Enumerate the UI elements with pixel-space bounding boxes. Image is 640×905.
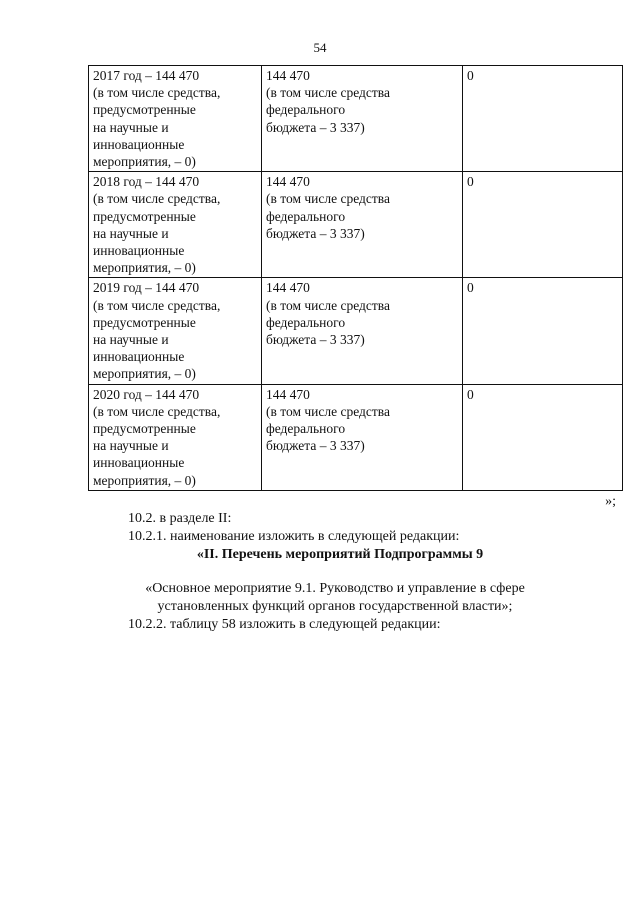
cell-line: на научные и bbox=[93, 225, 169, 241]
cell-line: 2019 год – 144 470 bbox=[93, 280, 200, 296]
cell-line: предусмотренные bbox=[93, 421, 196, 437]
cell-line: бюджета – 3 337) bbox=[266, 438, 365, 454]
table-row bbox=[89, 384, 623, 490]
cell-line: мероприятия, – 0) bbox=[93, 366, 196, 382]
table-cell-col1 bbox=[89, 384, 262, 490]
cell-line: (в том числе средства bbox=[266, 85, 390, 101]
cell-line: на научные и bbox=[93, 332, 169, 348]
cell-line: 144 470 bbox=[266, 280, 310, 296]
cell-line: 0 bbox=[467, 68, 474, 83]
cell-line: 144 470 bbox=[266, 68, 310, 83]
table-row bbox=[89, 66, 623, 172]
cell-line: мероприятия, – 0) bbox=[93, 154, 196, 170]
cell-line: (в том числе средства bbox=[266, 403, 390, 419]
cell-line: бюджета – 3 337) bbox=[266, 332, 365, 348]
paragraph-10-2-1: 10.2.1. наименование изложить в следующей редакции: bbox=[128, 529, 460, 544]
cell-line: федерального bbox=[266, 421, 346, 437]
table-row bbox=[89, 278, 623, 384]
table-cell-col3 bbox=[463, 278, 623, 384]
main-event-line-2: установленных функций органов государственной власти»; bbox=[157, 599, 513, 614]
cell-line: на научные и bbox=[93, 119, 169, 135]
cell-line: (в том числе средства bbox=[266, 191, 390, 207]
cell-line: (в том числе средства, bbox=[93, 191, 221, 207]
cell-line: на научные и bbox=[93, 438, 169, 454]
cell-line: инновационные bbox=[93, 243, 185, 259]
table-cell-col1 bbox=[89, 278, 262, 384]
cell-line: 2017 год – 144 470 bbox=[93, 68, 200, 83]
cell-line: мероприятия, – 0) bbox=[93, 472, 196, 488]
paragraph-10-2-2: 10.2.2. таблицу 58 изложить в следующей редакции: bbox=[128, 617, 441, 632]
table-row bbox=[89, 172, 623, 278]
cell-line: бюджета – 3 337) bbox=[266, 225, 365, 241]
main-event-line-1: «Основное мероприятие 9.1. Руководство и управление в сфере bbox=[145, 581, 525, 596]
cell-line: предусмотренные bbox=[93, 208, 196, 224]
cell-line: инновационные bbox=[93, 455, 185, 471]
table-cell-col2 bbox=[262, 278, 463, 384]
cell-line: бюджета – 3 337) bbox=[266, 119, 365, 135]
closing-quote: »; bbox=[605, 494, 616, 509]
table-cell-col2 bbox=[262, 66, 463, 172]
cell-line: 0 bbox=[467, 386, 474, 402]
cell-line: (в том числе средства, bbox=[93, 297, 221, 313]
table-cell-col3 bbox=[463, 384, 623, 490]
section-heading: «II. Перечень мероприятий Подпрограммы 9 bbox=[196, 547, 484, 562]
body-text bbox=[0, 510, 640, 634]
cell-line: федерального bbox=[266, 314, 346, 330]
table-cell-col1 bbox=[89, 172, 262, 278]
cell-line: федерального bbox=[266, 102, 346, 118]
paragraph-10-2: 10.2. в разделе II: bbox=[128, 511, 232, 526]
cell-line: 144 470 bbox=[266, 174, 310, 190]
cell-line: 144 470 bbox=[266, 386, 310, 402]
cell-line: (в том числе средства, bbox=[93, 403, 221, 419]
cell-line: предусмотренные bbox=[93, 102, 196, 118]
table-cell-col2 bbox=[262, 172, 463, 278]
table-cell-col2 bbox=[262, 384, 463, 490]
cell-line: инновационные bbox=[93, 349, 185, 365]
cell-line: 2020 год – 144 470 bbox=[93, 386, 200, 402]
cell-line: (в том числе средства, bbox=[93, 85, 221, 101]
table-cell-col3 bbox=[463, 66, 623, 172]
cell-line: инновационные bbox=[93, 136, 185, 152]
table-cell-col1 bbox=[89, 66, 262, 172]
cell-line: 0 bbox=[467, 280, 474, 296]
page-number: 54 bbox=[313, 40, 327, 55]
cell-line: 0 bbox=[467, 174, 474, 190]
cell-line: мероприятия, – 0) bbox=[93, 260, 196, 276]
cell-line: 2018 год – 144 470 bbox=[93, 174, 200, 190]
cell-line: предусмотренные bbox=[93, 314, 196, 330]
cell-line: (в том числе средства bbox=[266, 297, 390, 313]
budget-table bbox=[88, 65, 623, 491]
table-cell-col3 bbox=[463, 172, 623, 278]
cell-line: федерального bbox=[266, 208, 346, 224]
